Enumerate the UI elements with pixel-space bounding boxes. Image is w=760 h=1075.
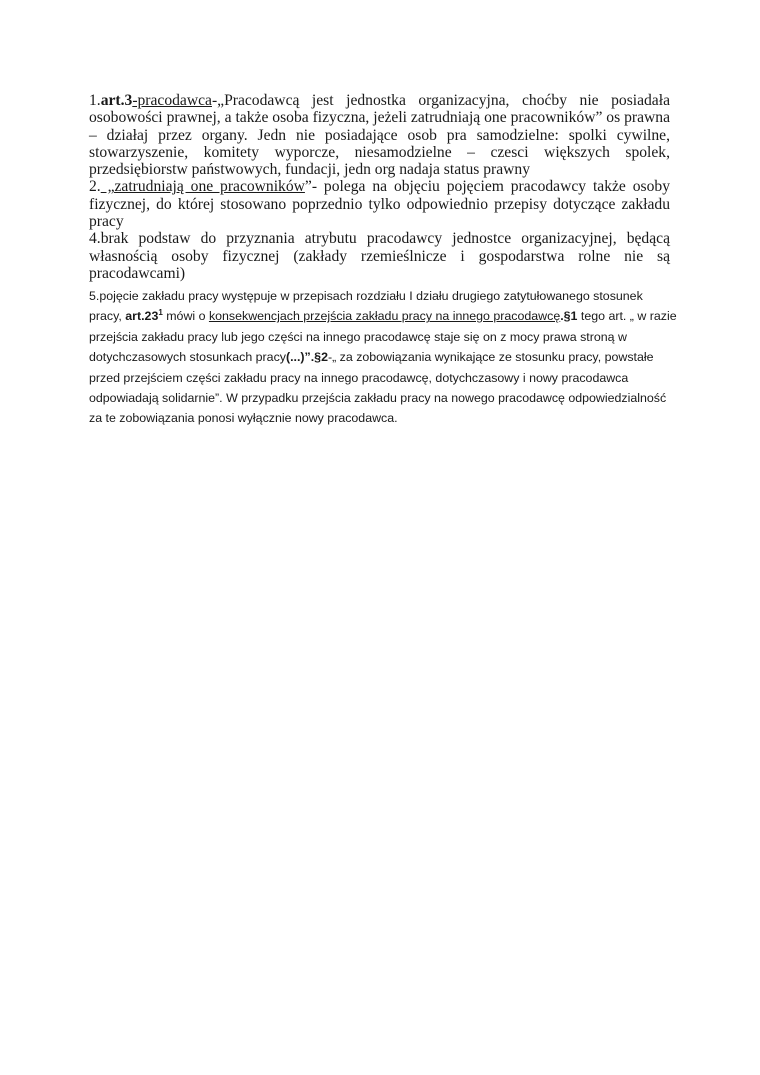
p2-term: „zatrudniają one pracowników	[100, 178, 305, 196]
serif-section	[89, 92, 670, 282]
p5-mid: mówi o	[162, 309, 209, 324]
p5-underlined: konsekwencjach przejścia zakładu pracy na innego pracodawcę	[208, 309, 561, 324]
p1-article: art.3	[100, 92, 133, 109]
paragraph-2	[89, 178, 670, 230]
p1-term: -pracodawca	[132, 92, 212, 109]
p5-article-superscript: 1	[158, 308, 163, 318]
paragraph-4	[89, 230, 670, 282]
p5-ellipsis: (...)”.§2	[285, 350, 328, 365]
p5-quote2: -„ za zobowiązania wynikające ze stosunku pracy, powstałe przed przejściem części zakładu pracy na innego pracodawcę, dotychczasowy i nowy pracodawca odpowiadają solidarnie”. W przypadku przejścia zakładu pracy na nowego pracodawcę odpowiedzialność za te zobowiązania ponosi wyłącznie nowy pracodawca.	[89, 350, 667, 426]
p5-section1: .§1	[560, 309, 578, 324]
p5-intro: 5.pojęcie zakładu pracy występuje w przepisach rozdziału I działu drugiego zatytułowanego stosunek pracy,	[89, 289, 643, 324]
paragraph-5	[89, 286, 679, 429]
p1-number: 1.	[89, 92, 101, 109]
p2-number: 2.	[89, 178, 101, 196]
p5-article: art.23	[125, 309, 159, 324]
p5-quote1: tego art. „ w razie przejścia zakładu pracy lub jego części na innego pracodawcę staje się on z mocy prawa stroną w dotychczasowych stosunkach pracy	[89, 309, 677, 365]
p1-text: -„Pracodawcą jest jednostka organizacyjna, choćby nie posiadała osobowości prawnej, a także osoba fizyczna, jeżeli zatrudniają one pracowników” os prawna – działaj przez organy. Jedn nie posiadające osob pra samodzielne: spolki cywilne, stowarzyszenie, komitety wyporcze, niesamodzielne – czesci większych spolek, przedsiębiorstw państwowych, fundacji, jedn org nadaja status prawny	[89, 92, 670, 179]
sans-section	[89, 286, 679, 429]
p2-text: ”- polega na objęciu pojęciem pracodawcy także osoby fizycznej, do której stosowano poprzednio tylko odpowiednio przepisy dotyczące zakładu pracy	[89, 178, 670, 231]
paragraph-1	[89, 92, 670, 178]
p4-text: 4.brak podstaw do przyznania atrybutu pracodawcy jednostce organizacyjnej, będącą własnością osoby fizycznej (zakłady rzemieślnicze i gospodarstwa rolne nie są pracodawcami)	[89, 230, 670, 282]
